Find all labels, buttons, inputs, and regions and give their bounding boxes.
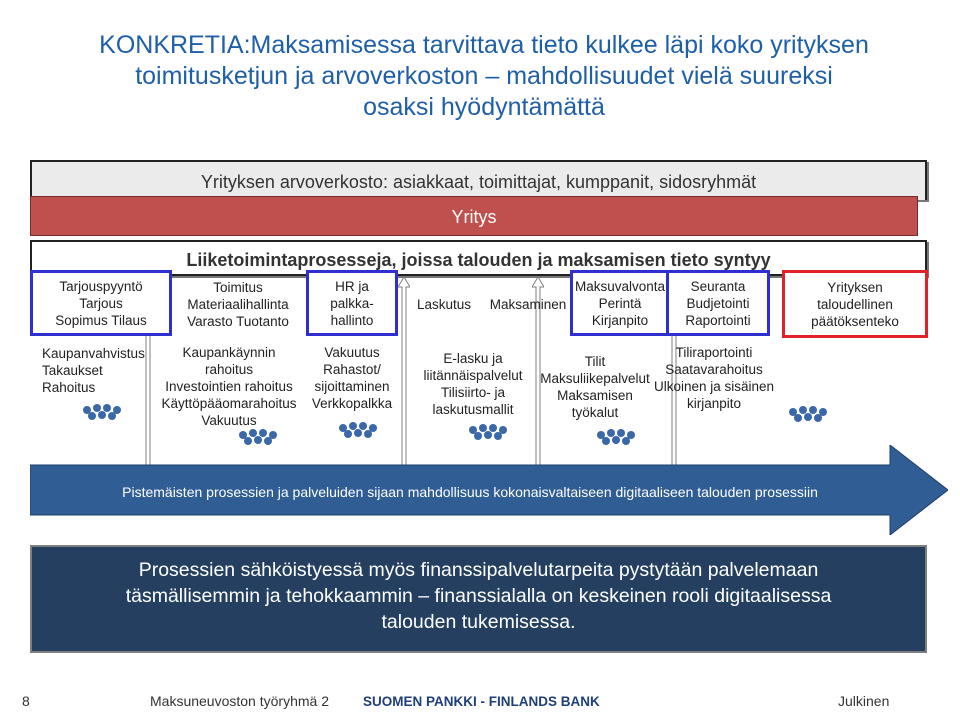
process-box-hr-payroll: HR ja palkka- hallinto [306, 270, 398, 336]
service-financing: Kaupankäynnin rahoitus Investointien rahoitus Käyttöpääomarahoitus Vakuutus [161, 345, 297, 428]
people-group-icon [236, 425, 280, 447]
title-line-3: osaksi hyödyntämättä [363, 93, 605, 121]
business-processes-bar: Liiketoimintaprosesseja, joissa talouden ja maksamisen tieto syntyy [30, 240, 927, 276]
service-trade-finance: Kaupanvahvistus Takaukset Rahoitus [42, 346, 145, 395]
footer-group: Maksuneuvoston työryhmä 2 [150, 693, 329, 709]
people-group-icon [466, 420, 510, 442]
service-e-invoice: E-lasku ja liitännäispalvelut Tilisiirto- ja laskutusmallit [423, 351, 523, 417]
service-insurance-investing: Vakuutus Rahastot/ sijoittaminen Verkkopalkka [311, 345, 393, 411]
service-payments: Tilit Maksuliikepalvelut Maksamisen työkalut [540, 354, 650, 420]
arrow-band-text: Pistemäisten prosessien ja palveluiden sijaan mahdollisuus kokonaisvaltaiseen digitaaliseen talouden prosessiin [122, 484, 818, 500]
page-number: 8 [22, 693, 30, 709]
service-reporting: Tiliraportointi Saatavarahoitus Ulkoinen ja sisäinen kirjanpito [653, 345, 775, 411]
company-bar: Yritys [30, 196, 918, 236]
value-network-bar: Yrityksen arvoverkosto: asiakkaat, toimittajat, kumppanit, sidosryhmät [30, 160, 927, 200]
people-group-icon [594, 425, 638, 447]
process-box-quotation: Tarjouspyyntö Tarjous Sopimus Tilaus [30, 270, 172, 336]
title-line-2: toimitusketjun ja arvoverkoston – mahdollisuudet vielä suureksi [135, 62, 833, 90]
process-box-reporting: Seuranta Budjetointi Raportointi [666, 270, 770, 336]
people-group-icon [80, 400, 124, 422]
classification-label: Julkinen [838, 693, 890, 709]
process-box-payment-monitoring: Maksuvalvonta Perintä Kirjanpito [570, 270, 670, 336]
process-box-decision-making: Yrityksen taloudellinen päätöksenteko [782, 270, 928, 338]
process-box-payment: Maksaminen [489, 296, 567, 312]
people-group-icon [786, 402, 830, 424]
conclusion-box [30, 545, 927, 653]
conclusion-line-2: täsmällisemmin ja tehokkaammin – finanssialalla on keskeinen rooli digitaalisessa [125, 585, 832, 607]
page-title [44, 30, 924, 123]
conclusion-line-3: talouden tukemisessa. [381, 611, 576, 633]
bank-logo-text: SUOMEN PANKKI - FINLANDS BANK [363, 694, 600, 709]
title-line-1: KONKRETIA:Maksamisessa tarvittava tieto kulkee läpi koko yrityksen [99, 31, 869, 59]
conclusion-line-1: Prosessien sähköistyessä myös finanssipalvelutarpeita pystytään palvelemaan [138, 559, 819, 581]
people-group-icon [336, 418, 380, 440]
process-box-delivery: Toimitus Materiaalihallinta Varasto Tuotanto [187, 279, 289, 329]
process-box-invoicing: Laskutus [416, 296, 472, 312]
